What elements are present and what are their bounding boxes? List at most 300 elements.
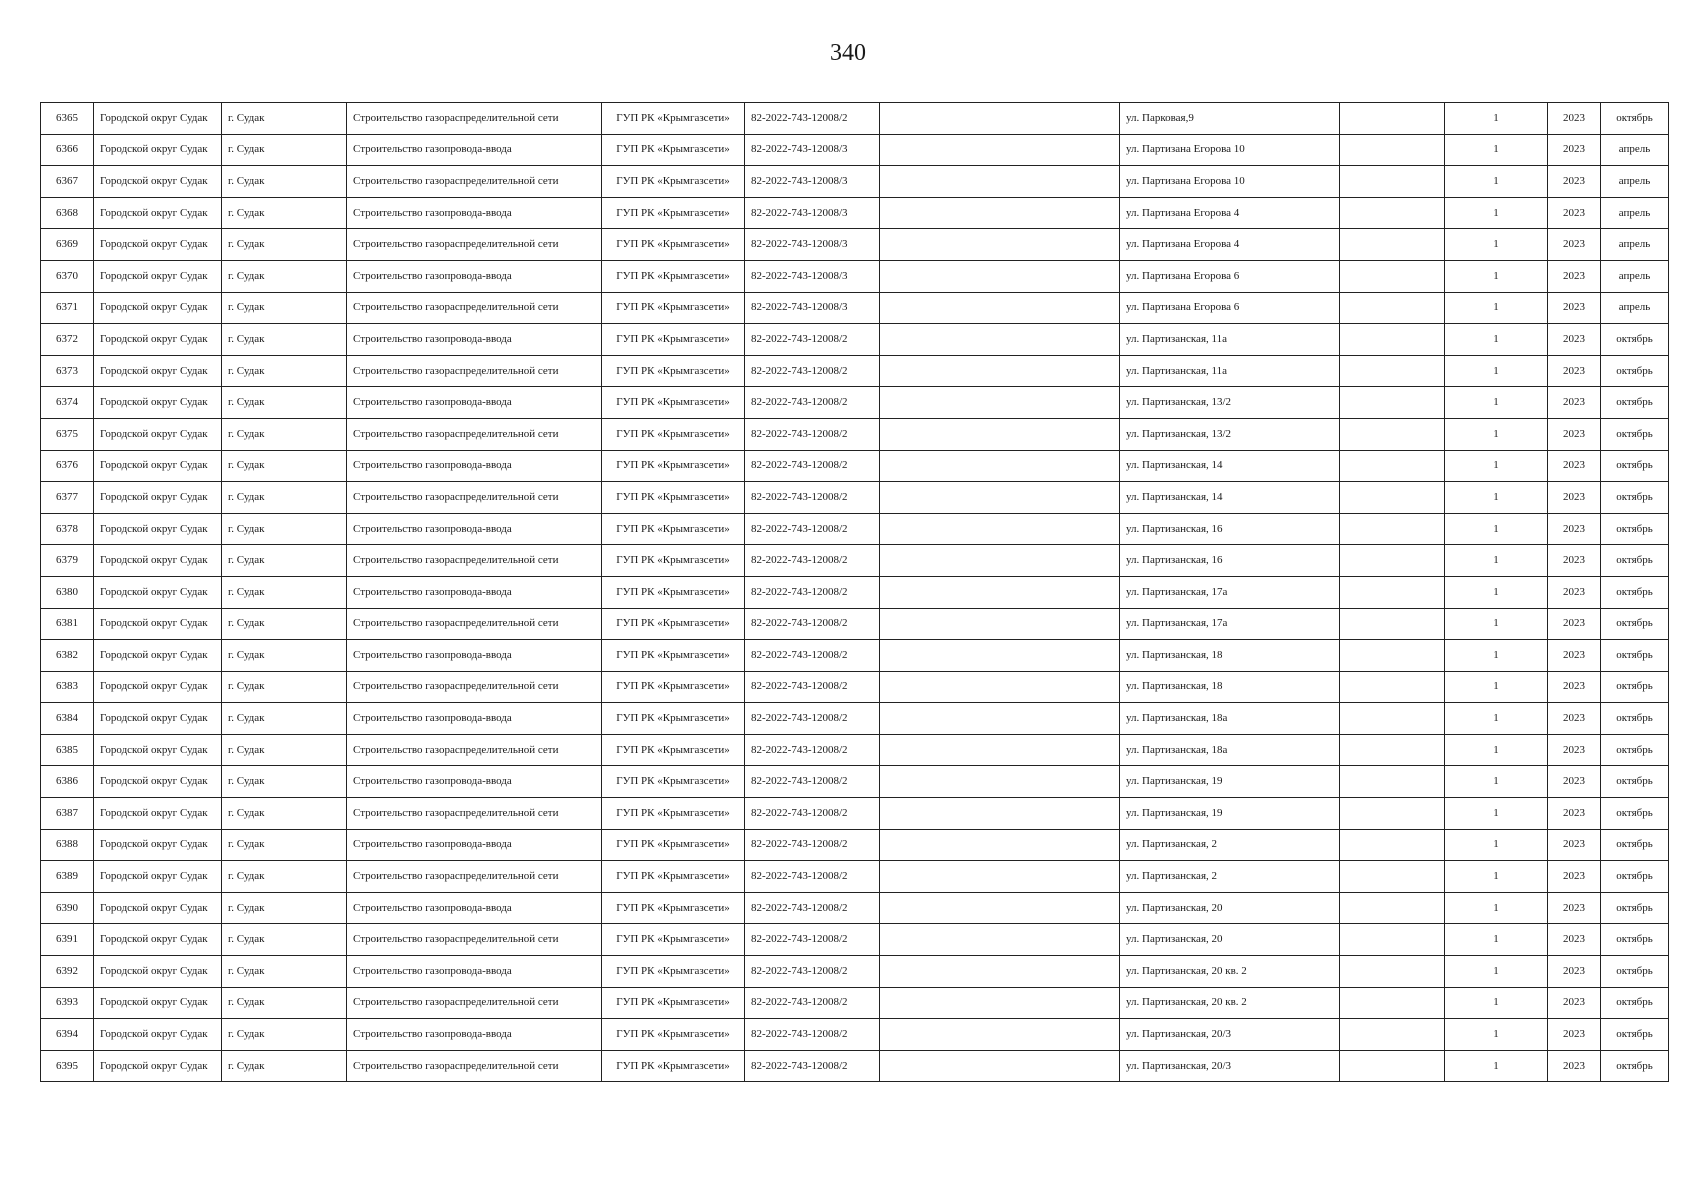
empty-cell bbox=[880, 576, 1120, 608]
empty-cell bbox=[1340, 829, 1445, 861]
year-cell: 2023 bbox=[1548, 450, 1601, 482]
town-cell: г. Судак bbox=[222, 513, 347, 545]
row-number: 6394 bbox=[41, 1019, 94, 1051]
town-cell: г. Судак bbox=[222, 482, 347, 514]
empty-cell bbox=[880, 229, 1120, 261]
empty-cell bbox=[1340, 134, 1445, 166]
row-number: 6377 bbox=[41, 482, 94, 514]
year-cell: 2023 bbox=[1548, 924, 1601, 956]
work-type-cell: Строительство газопровода-ввода bbox=[347, 134, 602, 166]
month-cell: октябрь bbox=[1601, 987, 1669, 1019]
project-code-cell: 82-2022-743-12008/2 bbox=[745, 734, 880, 766]
table-row bbox=[41, 956, 1669, 988]
month-cell: октябрь bbox=[1601, 734, 1669, 766]
address-cell: ул. Партизанская, 19 bbox=[1120, 798, 1340, 830]
project-code-cell: 82-2022-743-12008/2 bbox=[745, 103, 880, 135]
organization-cell: ГУП РК «Крымгазсети» bbox=[602, 924, 745, 956]
address-cell: ул. Партизана Егорова 4 bbox=[1120, 197, 1340, 229]
municipality-cell: Городской округ Судак bbox=[94, 418, 222, 450]
address-cell: ул. Партизанская, 18а bbox=[1120, 703, 1340, 735]
year-cell: 2023 bbox=[1548, 260, 1601, 292]
row-number: 6371 bbox=[41, 292, 94, 324]
row-number: 6367 bbox=[41, 166, 94, 198]
organization-cell: ГУП РК «Крымгазсети» bbox=[602, 324, 745, 356]
empty-cell bbox=[1340, 450, 1445, 482]
organization-cell: ГУП РК «Крымгазсети» bbox=[602, 292, 745, 324]
project-code-cell: 82-2022-743-12008/2 bbox=[745, 387, 880, 419]
year-cell: 2023 bbox=[1548, 987, 1601, 1019]
year-cell: 2023 bbox=[1548, 292, 1601, 324]
empty-cell bbox=[880, 861, 1120, 893]
town-cell: г. Судак bbox=[222, 1050, 347, 1082]
year-cell: 2023 bbox=[1548, 608, 1601, 640]
organization-cell: ГУП РК «Крымгазсети» bbox=[602, 229, 745, 261]
organization-cell: ГУП РК «Крымгазсети» bbox=[602, 576, 745, 608]
address-cell: ул. Партизанская, 20/3 bbox=[1120, 1019, 1340, 1051]
empty-cell bbox=[1340, 576, 1445, 608]
project-code-cell: 82-2022-743-12008/2 bbox=[745, 861, 880, 893]
address-cell: ул. Партизанская, 20/3 bbox=[1120, 1050, 1340, 1082]
empty-cell bbox=[880, 798, 1120, 830]
project-code-cell: 82-2022-743-12008/2 bbox=[745, 545, 880, 577]
quantity-cell: 1 bbox=[1445, 260, 1548, 292]
empty-cell bbox=[880, 355, 1120, 387]
year-cell: 2023 bbox=[1548, 1019, 1601, 1051]
month-cell: октябрь bbox=[1601, 924, 1669, 956]
month-cell: октябрь bbox=[1601, 513, 1669, 545]
work-type-cell: Строительство газопровода-ввода bbox=[347, 197, 602, 229]
empty-cell bbox=[880, 482, 1120, 514]
town-cell: г. Судак bbox=[222, 734, 347, 766]
quantity-cell: 1 bbox=[1445, 829, 1548, 861]
organization-cell: ГУП РК «Крымгазсети» bbox=[602, 1019, 745, 1051]
quantity-cell: 1 bbox=[1445, 576, 1548, 608]
table-row bbox=[41, 640, 1669, 672]
row-number: 6386 bbox=[41, 766, 94, 798]
town-cell: г. Судак bbox=[222, 703, 347, 735]
address-cell: ул. Партизана Егорова 4 bbox=[1120, 229, 1340, 261]
year-cell: 2023 bbox=[1548, 734, 1601, 766]
town-cell: г. Судак bbox=[222, 766, 347, 798]
year-cell: 2023 bbox=[1548, 387, 1601, 419]
empty-cell bbox=[880, 513, 1120, 545]
address-cell: ул. Партизанская, 2 bbox=[1120, 861, 1340, 893]
project-code-cell: 82-2022-743-12008/2 bbox=[745, 924, 880, 956]
empty-cell bbox=[880, 766, 1120, 798]
empty-cell bbox=[880, 292, 1120, 324]
table-row bbox=[41, 766, 1669, 798]
empty-cell bbox=[1340, 260, 1445, 292]
empty-cell bbox=[1340, 640, 1445, 672]
work-type-cell: Строительство газопровода-ввода bbox=[347, 387, 602, 419]
empty-cell bbox=[880, 829, 1120, 861]
town-cell: г. Судак bbox=[222, 956, 347, 988]
project-code-cell: 82-2022-743-12008/2 bbox=[745, 640, 880, 672]
row-number: 6388 bbox=[41, 829, 94, 861]
month-cell: октябрь bbox=[1601, 703, 1669, 735]
row-number: 6378 bbox=[41, 513, 94, 545]
municipality-cell: Городской округ Судак bbox=[94, 482, 222, 514]
project-code-cell: 82-2022-743-12008/2 bbox=[745, 513, 880, 545]
table-row bbox=[41, 450, 1669, 482]
row-number: 6373 bbox=[41, 355, 94, 387]
municipality-cell: Городской округ Судак bbox=[94, 450, 222, 482]
empty-cell bbox=[1340, 734, 1445, 766]
quantity-cell: 1 bbox=[1445, 798, 1548, 830]
work-type-cell: Строительство газопровода-ввода bbox=[347, 956, 602, 988]
empty-cell bbox=[1340, 861, 1445, 893]
municipality-cell: Городской округ Судак bbox=[94, 671, 222, 703]
table-row bbox=[41, 387, 1669, 419]
municipality-cell: Городской округ Судак bbox=[94, 829, 222, 861]
address-cell: ул. Партизанская, 11а bbox=[1120, 324, 1340, 356]
organization-cell: ГУП РК «Крымгазсети» bbox=[602, 829, 745, 861]
year-cell: 2023 bbox=[1548, 1050, 1601, 1082]
town-cell: г. Судак bbox=[222, 418, 347, 450]
address-cell: ул. Партизанская, 18 bbox=[1120, 640, 1340, 672]
quantity-cell: 1 bbox=[1445, 703, 1548, 735]
municipality-cell: Городской округ Судак bbox=[94, 324, 222, 356]
empty-cell bbox=[1340, 703, 1445, 735]
municipality-cell: Городской округ Судак bbox=[94, 103, 222, 135]
empty-cell bbox=[1340, 956, 1445, 988]
quantity-cell: 1 bbox=[1445, 1019, 1548, 1051]
empty-cell bbox=[880, 924, 1120, 956]
table-row bbox=[41, 608, 1669, 640]
municipality-cell: Городской округ Судак bbox=[94, 956, 222, 988]
municipality-cell: Городской округ Судак bbox=[94, 1050, 222, 1082]
table-row bbox=[41, 482, 1669, 514]
project-code-cell: 82-2022-743-12008/2 bbox=[745, 829, 880, 861]
municipality-cell: Городской округ Судак bbox=[94, 766, 222, 798]
address-cell: ул. Парковая,9 bbox=[1120, 103, 1340, 135]
table-row bbox=[41, 103, 1669, 135]
table-row bbox=[41, 703, 1669, 735]
town-cell: г. Судак bbox=[222, 987, 347, 1019]
month-cell: октябрь bbox=[1601, 418, 1669, 450]
year-cell: 2023 bbox=[1548, 229, 1601, 261]
organization-cell: ГУП РК «Крымгазсети» bbox=[602, 197, 745, 229]
year-cell: 2023 bbox=[1548, 766, 1601, 798]
address-cell: ул. Партизанская, 19 bbox=[1120, 766, 1340, 798]
year-cell: 2023 bbox=[1548, 355, 1601, 387]
address-cell: ул. Партизанская, 16 bbox=[1120, 513, 1340, 545]
work-type-cell: Строительство газопровода-ввода bbox=[347, 1019, 602, 1051]
town-cell: г. Судак bbox=[222, 829, 347, 861]
work-type-cell: Строительство газопровода-ввода bbox=[347, 703, 602, 735]
organization-cell: ГУП РК «Крымгазсети» bbox=[602, 734, 745, 766]
quantity-cell: 1 bbox=[1445, 608, 1548, 640]
row-number: 6379 bbox=[41, 545, 94, 577]
town-cell: г. Судак bbox=[222, 197, 347, 229]
address-cell: ул. Партизанская, 17а bbox=[1120, 608, 1340, 640]
table-row bbox=[41, 355, 1669, 387]
empty-cell bbox=[880, 418, 1120, 450]
project-code-cell: 82-2022-743-12008/2 bbox=[745, 418, 880, 450]
work-type-cell: Строительство газораспределительной сети bbox=[347, 545, 602, 577]
organization-cell: ГУП РК «Крымгазсети» bbox=[602, 418, 745, 450]
table-row bbox=[41, 734, 1669, 766]
row-number: 6391 bbox=[41, 924, 94, 956]
municipality-cell: Городской округ Судак bbox=[94, 987, 222, 1019]
month-cell: апрель bbox=[1601, 166, 1669, 198]
empty-cell bbox=[1340, 798, 1445, 830]
row-number: 6372 bbox=[41, 324, 94, 356]
project-code-cell: 82-2022-743-12008/2 bbox=[745, 450, 880, 482]
empty-cell bbox=[1340, 924, 1445, 956]
quantity-cell: 1 bbox=[1445, 229, 1548, 261]
project-code-cell: 82-2022-743-12008/2 bbox=[745, 987, 880, 1019]
year-cell: 2023 bbox=[1548, 513, 1601, 545]
row-number: 6380 bbox=[41, 576, 94, 608]
quantity-cell: 1 bbox=[1445, 450, 1548, 482]
work-type-cell: Строительство газопровода-ввода bbox=[347, 829, 602, 861]
empty-cell bbox=[880, 450, 1120, 482]
project-code-cell: 82-2022-743-12008/3 bbox=[745, 166, 880, 198]
table-row bbox=[41, 798, 1669, 830]
address-cell: ул. Партизанская, 14 bbox=[1120, 450, 1340, 482]
address-cell: ул. Партизанская, 20 bbox=[1120, 924, 1340, 956]
month-cell: октябрь bbox=[1601, 387, 1669, 419]
work-type-cell: Строительство газораспределительной сети bbox=[347, 292, 602, 324]
empty-cell bbox=[1340, 987, 1445, 1019]
organization-cell: ГУП РК «Крымгазсети» bbox=[602, 987, 745, 1019]
town-cell: г. Судак bbox=[222, 450, 347, 482]
quantity-cell: 1 bbox=[1445, 734, 1548, 766]
month-cell: апрель bbox=[1601, 197, 1669, 229]
work-type-cell: Строительство газораспределительной сети bbox=[347, 229, 602, 261]
work-type-cell: Строительство газораспределительной сети bbox=[347, 103, 602, 135]
empty-cell bbox=[1340, 482, 1445, 514]
row-number: 6370 bbox=[41, 260, 94, 292]
municipality-cell: Городской округ Судак bbox=[94, 513, 222, 545]
page-number: 340 bbox=[830, 40, 866, 66]
municipality-cell: Городской округ Судак bbox=[94, 166, 222, 198]
row-number: 6368 bbox=[41, 197, 94, 229]
month-cell: октябрь bbox=[1601, 545, 1669, 577]
organization-cell: ГУП РК «Крымгазсети» bbox=[602, 103, 745, 135]
table-row bbox=[41, 166, 1669, 198]
month-cell: октябрь bbox=[1601, 324, 1669, 356]
town-cell: г. Судак bbox=[222, 861, 347, 893]
quantity-cell: 1 bbox=[1445, 987, 1548, 1019]
empty-cell bbox=[880, 387, 1120, 419]
organization-cell: ГУП РК «Крымгазсети» bbox=[602, 260, 745, 292]
month-cell: апрель bbox=[1601, 292, 1669, 324]
project-code-cell: 82-2022-743-12008/2 bbox=[745, 1050, 880, 1082]
organization-cell: ГУП РК «Крымгазсети» bbox=[602, 545, 745, 577]
organization-cell: ГУП РК «Крымгазсети» bbox=[602, 1050, 745, 1082]
quantity-cell: 1 bbox=[1445, 671, 1548, 703]
project-code-cell: 82-2022-743-12008/3 bbox=[745, 134, 880, 166]
year-cell: 2023 bbox=[1548, 166, 1601, 198]
empty-cell bbox=[1340, 324, 1445, 356]
year-cell: 2023 bbox=[1548, 640, 1601, 672]
empty-cell bbox=[880, 734, 1120, 766]
municipality-cell: Городской округ Судак bbox=[94, 387, 222, 419]
quantity-cell: 1 bbox=[1445, 924, 1548, 956]
address-cell: ул. Партизанская, 13/2 bbox=[1120, 387, 1340, 419]
quantity-cell: 1 bbox=[1445, 197, 1548, 229]
quantity-cell: 1 bbox=[1445, 134, 1548, 166]
quantity-cell: 1 bbox=[1445, 892, 1548, 924]
municipality-cell: Городской округ Судак bbox=[94, 924, 222, 956]
row-number: 6383 bbox=[41, 671, 94, 703]
year-cell: 2023 bbox=[1548, 703, 1601, 735]
table-row bbox=[41, 987, 1669, 1019]
work-type-cell: Строительство газораспределительной сети bbox=[347, 924, 602, 956]
project-code-cell: 82-2022-743-12008/2 bbox=[745, 671, 880, 703]
work-type-cell: Строительство газопровода-ввода bbox=[347, 260, 602, 292]
year-cell: 2023 bbox=[1548, 103, 1601, 135]
table-row bbox=[41, 545, 1669, 577]
row-number: 6385 bbox=[41, 734, 94, 766]
town-cell: г. Судак bbox=[222, 640, 347, 672]
table-row bbox=[41, 513, 1669, 545]
empty-cell bbox=[880, 103, 1120, 135]
empty-cell bbox=[1340, 197, 1445, 229]
empty-cell bbox=[1340, 513, 1445, 545]
work-type-cell: Строительство газораспределительной сети bbox=[347, 798, 602, 830]
month-cell: октябрь bbox=[1601, 1019, 1669, 1051]
town-cell: г. Судак bbox=[222, 134, 347, 166]
town-cell: г. Судак bbox=[222, 892, 347, 924]
work-type-cell: Строительство газораспределительной сети bbox=[347, 166, 602, 198]
town-cell: г. Судак bbox=[222, 798, 347, 830]
year-cell: 2023 bbox=[1548, 861, 1601, 893]
row-number: 6382 bbox=[41, 640, 94, 672]
municipality-cell: Городской округ Судак bbox=[94, 734, 222, 766]
address-cell: ул. Партизанская, 20 кв. 2 bbox=[1120, 956, 1340, 988]
municipality-cell: Городской округ Судак bbox=[94, 134, 222, 166]
empty-cell bbox=[1340, 418, 1445, 450]
month-cell: октябрь bbox=[1601, 861, 1669, 893]
work-type-cell: Строительство газопровода-ввода bbox=[347, 640, 602, 672]
quantity-cell: 1 bbox=[1445, 387, 1548, 419]
year-cell: 2023 bbox=[1548, 482, 1601, 514]
town-cell: г. Судак bbox=[222, 166, 347, 198]
table-row bbox=[41, 576, 1669, 608]
town-cell: г. Судак bbox=[222, 671, 347, 703]
address-cell: ул. Партизанская, 18а bbox=[1120, 734, 1340, 766]
empty-cell bbox=[880, 608, 1120, 640]
row-number: 6376 bbox=[41, 450, 94, 482]
work-type-cell: Строительство газопровода-ввода bbox=[347, 766, 602, 798]
work-type-cell: Строительство газопровода-ввода bbox=[347, 450, 602, 482]
project-code-cell: 82-2022-743-12008/2 bbox=[745, 608, 880, 640]
table-row bbox=[41, 324, 1669, 356]
municipality-cell: Городской округ Судак bbox=[94, 545, 222, 577]
empty-cell bbox=[880, 703, 1120, 735]
empty-cell bbox=[1340, 355, 1445, 387]
quantity-cell: 1 bbox=[1445, 324, 1548, 356]
quantity-cell: 1 bbox=[1445, 640, 1548, 672]
empty-cell bbox=[880, 197, 1120, 229]
address-cell: ул. Партизанская, 18 bbox=[1120, 671, 1340, 703]
organization-cell: ГУП РК «Крымгазсети» bbox=[602, 671, 745, 703]
address-cell: ул. Партизана Егорова 10 bbox=[1120, 166, 1340, 198]
empty-cell bbox=[1340, 387, 1445, 419]
empty-cell bbox=[880, 987, 1120, 1019]
year-cell: 2023 bbox=[1548, 324, 1601, 356]
municipality-cell: Городской округ Судак bbox=[94, 798, 222, 830]
organization-cell: ГУП РК «Крымгазсети» bbox=[602, 608, 745, 640]
town-cell: г. Судак bbox=[222, 608, 347, 640]
organization-cell: ГУП РК «Крымгазсети» bbox=[602, 766, 745, 798]
quantity-cell: 1 bbox=[1445, 1050, 1548, 1082]
municipality-cell: Городской округ Судак bbox=[94, 292, 222, 324]
empty-cell bbox=[880, 1050, 1120, 1082]
row-number: 6365 bbox=[41, 103, 94, 135]
municipality-cell: Городской округ Судак bbox=[94, 640, 222, 672]
address-cell: ул. Партизанская, 13/2 bbox=[1120, 418, 1340, 450]
organization-cell: ГУП РК «Крымгазсети» bbox=[602, 956, 745, 988]
month-cell: апрель bbox=[1601, 260, 1669, 292]
quantity-cell: 1 bbox=[1445, 292, 1548, 324]
quantity-cell: 1 bbox=[1445, 861, 1548, 893]
work-type-cell: Строительство газораспределительной сети bbox=[347, 482, 602, 514]
empty-cell bbox=[880, 134, 1120, 166]
month-cell: апрель bbox=[1601, 229, 1669, 261]
empty-cell bbox=[880, 640, 1120, 672]
month-cell: октябрь bbox=[1601, 671, 1669, 703]
project-code-cell: 82-2022-743-12008/2 bbox=[745, 956, 880, 988]
organization-cell: ГУП РК «Крымгазсети» bbox=[602, 355, 745, 387]
project-code-cell: 82-2022-743-12008/2 bbox=[745, 482, 880, 514]
month-cell: октябрь bbox=[1601, 355, 1669, 387]
table-row bbox=[41, 892, 1669, 924]
year-cell: 2023 bbox=[1548, 956, 1601, 988]
table-row bbox=[41, 292, 1669, 324]
empty-cell bbox=[880, 1019, 1120, 1051]
project-code-cell: 82-2022-743-12008/3 bbox=[745, 229, 880, 261]
municipality-cell: Городской округ Судак bbox=[94, 703, 222, 735]
month-cell: октябрь bbox=[1601, 798, 1669, 830]
table-body bbox=[41, 103, 1669, 1082]
municipality-cell: Городской округ Судак bbox=[94, 576, 222, 608]
month-cell: октябрь bbox=[1601, 482, 1669, 514]
table-row bbox=[41, 924, 1669, 956]
table-row bbox=[41, 197, 1669, 229]
row-number: 6384 bbox=[41, 703, 94, 735]
town-cell: г. Судак bbox=[222, 576, 347, 608]
address-cell: ул. Партизанская, 2 bbox=[1120, 829, 1340, 861]
year-cell: 2023 bbox=[1548, 545, 1601, 577]
municipality-cell: Городской округ Судак bbox=[94, 608, 222, 640]
month-cell: октябрь bbox=[1601, 576, 1669, 608]
year-cell: 2023 bbox=[1548, 197, 1601, 229]
address-cell: ул. Партизанская, 11а bbox=[1120, 355, 1340, 387]
organization-cell: ГУП РК «Крымгазсети» bbox=[602, 892, 745, 924]
year-cell: 2023 bbox=[1548, 798, 1601, 830]
address-cell: ул. Партизанская, 14 bbox=[1120, 482, 1340, 514]
month-cell: октябрь bbox=[1601, 103, 1669, 135]
address-cell: ул. Партизана Егорова 6 bbox=[1120, 260, 1340, 292]
empty-cell bbox=[880, 671, 1120, 703]
row-number: 6366 bbox=[41, 134, 94, 166]
empty-cell bbox=[1340, 892, 1445, 924]
quantity-cell: 1 bbox=[1445, 166, 1548, 198]
municipality-cell: Городской округ Судак bbox=[94, 260, 222, 292]
month-cell: октябрь bbox=[1601, 956, 1669, 988]
year-cell: 2023 bbox=[1548, 418, 1601, 450]
work-type-cell: Строительство газораспределительной сети bbox=[347, 355, 602, 387]
month-cell: октябрь bbox=[1601, 640, 1669, 672]
row-number: 6393 bbox=[41, 987, 94, 1019]
project-code-cell: 82-2022-743-12008/2 bbox=[745, 1019, 880, 1051]
empty-cell bbox=[1340, 1050, 1445, 1082]
work-type-cell: Строительство газораспределительной сети bbox=[347, 1050, 602, 1082]
